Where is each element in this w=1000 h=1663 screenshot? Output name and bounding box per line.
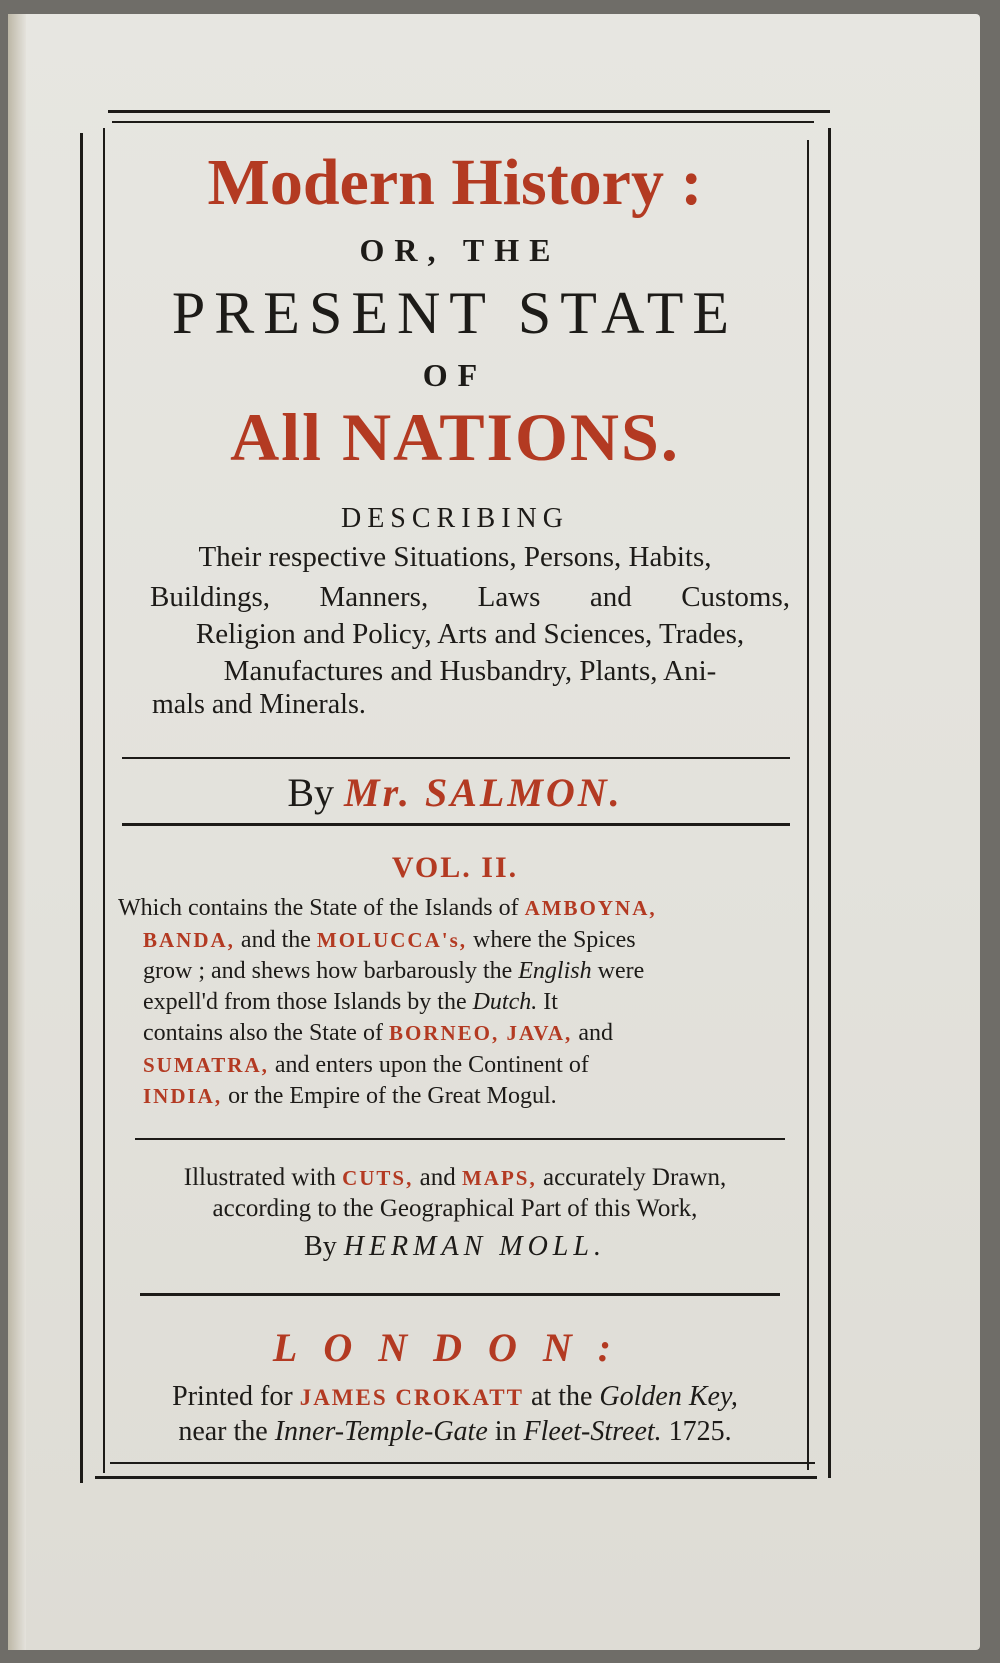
volume-line-7 bbox=[143, 1081, 793, 1111]
volume-label: VOL. II. bbox=[391, 851, 519, 884]
volume-text: and enters upon the Continent of bbox=[274, 1052, 589, 1078]
title-modern-history: Modern History : bbox=[207, 146, 703, 219]
illustrated-text: accurately Drawn, bbox=[542, 1164, 727, 1191]
volume-line-4 bbox=[143, 987, 793, 1017]
describing-heading: DESCRIBING bbox=[340, 503, 569, 534]
illustrated-by: By bbox=[304, 1231, 337, 1262]
illustrator-name: HERMAN MOLL. bbox=[343, 1231, 606, 1262]
volume-line-1 bbox=[118, 893, 798, 923]
imprint-text: at the bbox=[530, 1381, 593, 1412]
place-moluccas: MOLUCCA's, bbox=[316, 928, 467, 952]
title-of: OF bbox=[422, 357, 488, 393]
place-sumatra: SUMATRA, bbox=[143, 1053, 269, 1077]
volume-line-2 bbox=[143, 925, 793, 955]
title-all-nations: All NATIONS. bbox=[230, 399, 680, 475]
volume-line-5 bbox=[143, 1018, 793, 1048]
imprint-city: LONDON: bbox=[272, 1325, 638, 1370]
imprint-text: in bbox=[494, 1416, 517, 1447]
imprint-line-2 bbox=[90, 1415, 820, 1449]
describing-line: Buildings, Manners, Laws and Customs, bbox=[150, 581, 790, 613]
describing-line: Religion and Policy, Arts and Sciences, Trades, bbox=[195, 618, 745, 650]
volume-line-3 bbox=[143, 956, 793, 986]
binding-edge bbox=[8, 14, 26, 1650]
author-name: Mr. SALMON. bbox=[344, 770, 623, 815]
place-borneo-java: BORNEO, JAVA, bbox=[388, 1021, 573, 1045]
volume-text: contains also the State of bbox=[143, 1020, 383, 1046]
describing-line: Their respective Situations, Persons, Habits, bbox=[198, 541, 712, 573]
location-street: Fleet-Street. bbox=[523, 1416, 662, 1447]
author-line bbox=[90, 768, 820, 818]
volume-text: Which contains the State of the Islands of bbox=[118, 895, 519, 921]
describing-line: Manufactures and Husbandry, Plants, Ani- bbox=[223, 655, 717, 687]
volume-text: It bbox=[543, 989, 558, 1015]
volume-text: and the bbox=[240, 927, 311, 953]
volume-line-6 bbox=[143, 1050, 793, 1080]
illustrated-text: and bbox=[419, 1164, 456, 1191]
word-dutch: Dutch. bbox=[472, 989, 538, 1015]
illustrated-line-3 bbox=[90, 1230, 820, 1264]
illustrated-line-1 bbox=[90, 1162, 820, 1194]
imprint-text: Printed for bbox=[172, 1381, 293, 1412]
word-english: English bbox=[518, 958, 592, 984]
imprint-line-1 bbox=[90, 1380, 820, 1415]
volume-text: or the Empire of the Great Mogul. bbox=[228, 1083, 557, 1109]
illustrated-text: Illustrated with bbox=[183, 1164, 336, 1191]
volume-text: grow ; and shews how barbarously the bbox=[143, 958, 513, 984]
printer-name: JAMES CROKATT bbox=[299, 1385, 524, 1410]
place-banda: BANDA, bbox=[143, 928, 235, 952]
title-present-state: PRESENT STATE bbox=[171, 280, 739, 346]
volume-text: where the Spices bbox=[473, 927, 636, 953]
word-maps: MAPS, bbox=[461, 1166, 537, 1190]
word-cuts: CUTS, bbox=[342, 1166, 414, 1190]
title-or-the: OR, THE bbox=[359, 232, 561, 268]
author-by: By bbox=[287, 770, 335, 815]
location-gate: Inner-Temple-Gate bbox=[274, 1416, 488, 1447]
illustrated-line-2: according to the Geographical Part of this Work, bbox=[212, 1195, 698, 1222]
describing-line: mals and Minerals. bbox=[152, 689, 366, 720]
volume-text: and bbox=[578, 1020, 613, 1046]
volume-text: expell'd from those Islands by the bbox=[143, 989, 467, 1015]
shop-sign: Golden Key, bbox=[599, 1381, 738, 1412]
place-amboyna: AMBOYNA, bbox=[524, 896, 657, 920]
imprint-text: near the bbox=[178, 1416, 268, 1447]
imprint-year: 1725. bbox=[668, 1416, 732, 1447]
place-india: INDIA, bbox=[143, 1084, 223, 1108]
volume-text: were bbox=[597, 958, 645, 984]
